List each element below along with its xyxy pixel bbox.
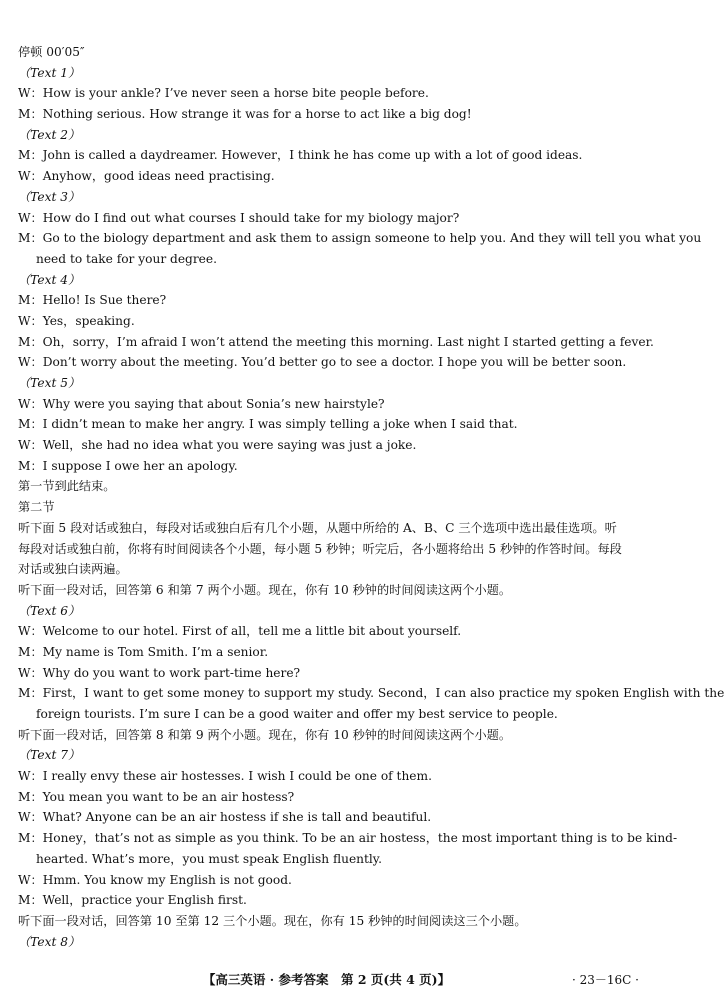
transcript-line: M：I suppose I owe her an apology.	[18, 458, 238, 473]
transcript-line: M：Hello! Is Sue there?	[18, 293, 167, 308]
transcript-line: M：Well，practice your English first.	[18, 893, 247, 908]
transcript-line: W：Why do you want to work part-time here?	[18, 665, 301, 680]
transcript-line: hearted. What’s more，you must speak English fluently.	[36, 851, 382, 866]
text-section-label: （Text 1）	[18, 65, 81, 80]
transcript-line: M：Oh，sorry，I’m afraid I won’t attend the meeting this morning. Last night I started getting a fever.	[18, 334, 654, 349]
transcript-line: 第二节	[18, 500, 55, 515]
text-section-label: （Text 8）	[18, 934, 81, 949]
text-section-label: （Text 6）	[18, 603, 81, 618]
transcript-line: W：How is your ankle? I’ve never seen a horse bite people before.	[18, 86, 429, 101]
text-section-label: （Text 5）	[18, 376, 81, 390]
page-footer: 【高三英语 · 参考答案 第 2 页(共 4 页)】	[202, 972, 451, 987]
transcript-line: 听下面一段对话，回答第 8 和第 9 两个小题。现在，你有 10 秒钟的时间阅读这两个小题。	[18, 727, 512, 742]
transcript-line: W：Welcome to our hotel. First of all，tell me a little bit about yourself.	[18, 624, 462, 639]
transcript-line: W：Don’t worry about the meeting. You’d better go to see a doctor. I hope you will be better soon.	[18, 355, 627, 370]
transcript-line: 第一节到此结束。	[18, 479, 116, 494]
transcript-line: 听下面一段对话，回答第 6 和第 7 两个小题。现在，你有 10 秒钟的时间阅读这两个小题。	[18, 582, 512, 597]
transcript-line: M：I didn’t mean to make her angry. I was simply telling a joke when I said that.	[18, 417, 518, 432]
transcript-line: M：Honey，that’s not as simple as you think. To be an air hostess，the most important thing is to be kind-	[18, 831, 678, 846]
transcript-line: 听下面 5 段对话或独白，每段对话或独白后有几个小题，从题中所给的 A、B、C 三个选项中选出最佳选项。听	[18, 520, 617, 535]
transcript-line: M：You mean you want to be an air hostess?	[18, 789, 295, 804]
transcript-line: M：First，I want to get some money to support my study. Second，I can also practice my spoken English with the	[18, 686, 724, 701]
document-body	[18, 42, 724, 952]
text-section-label: （Text 2）	[18, 127, 81, 142]
transcript-line: W：Yes，speaking.	[18, 313, 135, 328]
transcript-line: 停顿 00′05″	[18, 45, 85, 59]
transcript-line: M：Go to the biology department and ask them to assign someone to help you. And they will tell you what you	[18, 231, 702, 246]
transcript-line: W：How do I find out what courses I should take for my biology major?	[18, 210, 460, 225]
transcript-line: W：I really envy these air hostesses. I wish I could be one of them.	[18, 769, 432, 784]
transcript-line: M：John is called a daydreamer. However，I think he has come up with a lot of good ideas.	[18, 148, 583, 163]
text-section-label: （Text 7）	[18, 748, 81, 763]
transcript-line: 对话或独白读两遍。	[18, 562, 128, 577]
text-section-label: （Text 4）	[18, 272, 81, 287]
transcript-line: M：My name is Tom Smith. I’m a senior.	[18, 644, 269, 659]
transcript-line: foreign tourists. I’m sure I can be a good waiter and offer my best service to people.	[36, 707, 558, 721]
text-section-label: （Text 3）	[18, 189, 81, 204]
transcript-line: 每段对话或独白前，你将有时间阅读各个小题，每小题 5 秒钟；听完后，各小题将给出 5 秒钟的作答时间。每段	[18, 541, 622, 556]
transcript-line: need to take for your degree.	[36, 251, 217, 266]
transcript-line: M：Nothing serious. How strange it was for a horse to act like a big dog!	[18, 107, 472, 122]
page-code: · 23－16C ·	[572, 973, 639, 987]
transcript-line: W：Why were you saying that about Sonia’s new hairstyle?	[18, 396, 385, 411]
transcript-line: 听下面一段对话，回答第 10 至第 12 三个小题。现在，你有 15 秒钟的时间阅读这三个小题。	[18, 913, 527, 928]
transcript-line: W：Hmm. You know my English is not good.	[18, 872, 292, 887]
transcript-line: W：What? Anyone can be an air hostess if she is tall and beautiful.	[18, 810, 432, 825]
transcript-line: W：Anyhow，good ideas need practising.	[18, 169, 275, 184]
transcript-line: W：Well，she had no idea what you were saying was just a joke.	[18, 438, 417, 453]
